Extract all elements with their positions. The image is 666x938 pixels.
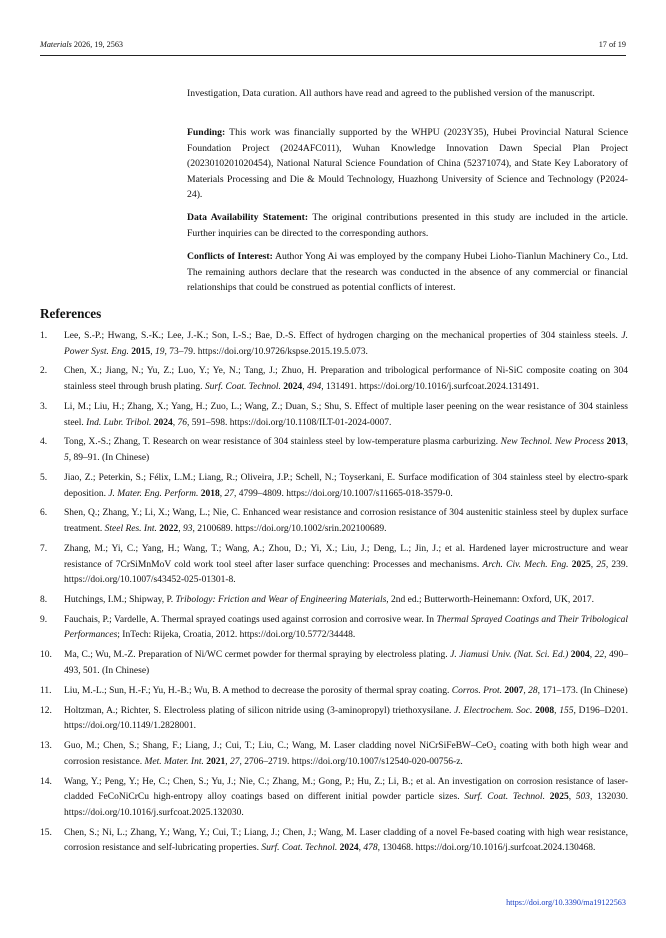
reference-text-after-journal: , 2nd ed.; Butterworth-Heinemann: Oxford, UK, 2017. [386, 594, 594, 605]
reference-text: Chen, S.; Ni, L.; Zhang, Y.; Wang, Y.; Cui, T.; Liang, J.; Chen, J.; Wang, M. Laser cladding of a novel Fe-based coating with high wear resistance, corrosion resistance and self-lubricating properties. [64, 827, 628, 854]
reference-item [40, 435, 628, 466]
reference-number: 2. [40, 366, 48, 377]
reference-text: Tong, X.-S.; Zhang, T. Research on wear resistance of 304 stainless steel by low-temperature plasma carburizing. [64, 437, 501, 448]
reference-volume: 155 [559, 705, 574, 716]
reference-number: 7. [40, 543, 48, 554]
reference-text: Holtzman, A.; Richter, S. Electroless plating of silicon nitride using (3-aminopropyl) triethoxysilane. [64, 705, 455, 716]
reference-year: 2024 [153, 417, 173, 428]
reference-number: 10. [40, 650, 52, 661]
author-contributions-tail: Investigation, Data curation. All authors have read and agreed to the published version of the manuscript. [187, 88, 595, 99]
reference-year: 2015 [131, 346, 151, 357]
reference-item [40, 506, 628, 537]
reference-item [40, 329, 628, 360]
reference-text: Zhang, M.; Yi, C.; Yang, H.; Wang, T.; Wang, A.; Zhou, D.; Yi, X.; Liu, J.; Deng, L.; Jin, J.; et al. Hardened layer microstructure and wear resistance of 7CrSiMnMoV cold work tool steel after laser surface quenching: Processes and mechanisms. [64, 543, 628, 570]
conflicts-of-interest-statement [187, 249, 628, 296]
reference-tail: , 490–493, 501. (In Chinese) [64, 650, 629, 676]
reference-number: 1. [40, 331, 48, 341]
reference-journal: Ind. Lubr. Tribol. [86, 417, 152, 428]
reference-year: 2024 [283, 382, 303, 393]
reference-volume: 19 [155, 346, 165, 357]
reference-item [40, 684, 628, 700]
reference-text: Shen, Q.; Zhang, Y.; Li, X.; Wang, L.; Nie, C. Enhanced wear resistance and corrosion resistance of 304 austenitic stainless steel by duplex surface treatment. [64, 508, 628, 535]
page-number: 17 of 19 [598, 40, 626, 49]
reference-volume: 28 [528, 685, 538, 696]
reference-number: 5. [40, 472, 48, 483]
reference-item [40, 704, 628, 735]
reference-volume: 494 [306, 382, 322, 393]
reference-volume: 93 [182, 524, 193, 535]
reference-separator: , [225, 756, 230, 767]
reference-volume: 503 [575, 792, 591, 803]
reference-journal: Surf. Coat. Technol. [464, 792, 545, 803]
reference-text: Chen, X.; Jiang, N.; Yu, Z.; Luo, Y.; Ye, N.; Tang, J.; Zhuo, H. Preparation and tribological performance of Ni-SiC composite coating on 304 stainless steel through brush plating. [64, 366, 628, 393]
reference-tail: , 2100689. https://doi.org/10.1002/srin.202100689. [192, 524, 387, 535]
reference-number: 3. [40, 401, 48, 412]
reference-text: Guo, M.; Chen, S.; Shang, F.; Liang, J.; Cui, T.; Liu, C.; Wang, M. Laser cladding novel NiCrSiFeBW–CeO₂ coating with both high wear and corrosion resistance. [64, 741, 628, 767]
reference-text: Wang, Y.; Peng, Y.; He, C.; Chen, S.; Yu, J.; Nie, C.; Zhang, M.; Gong, P.; Hu, Z.; Li, B.; et al. An investigation on corrosion resistance of laser-cladded FeCoNiCrCu high-entropy alloy coatings based on different initial powder particle sizes. [64, 776, 628, 803]
reference-separator: , [358, 843, 364, 854]
reference-volume: 27 [229, 756, 240, 767]
funding-label: Funding: [187, 127, 226, 138]
reference-tail: , 132030. https://doi.org/10.1016/j.surfcoat.2025.132030. [64, 792, 629, 818]
reference-text: Jiao, Z.; Peterkin, S.; Félix, L.M.; Liang, R.; Oliveira, J.P.; Schell, N.; Toyserkani, E. Surface modification of 304 stainless steel by electro-spark deposition. [64, 472, 628, 499]
reference-journal: Surf. Coat. Technol. [261, 843, 338, 854]
data-availability-statement [187, 210, 628, 241]
reference-journal: J. Power Syst. Eng. [64, 331, 628, 357]
funding-text: This work was financially supported by the WHPU (2023Y35), Hubei Provincial Natural Science Foundation Project (2024AFC011), Wuhan Knowledge Innovation Dawn Special Plan Project (2023010201020454), National Natural Science Foundation of China (52371074), and State Key Laboratory of Materials Processing and Die & Mould Technology, Huazhong University of Science and Technology (P2024-24). [187, 127, 628, 201]
running-header [40, 40, 626, 52]
reference-text: Fauchais, P.; Vardelle, A. Thermal sprayed coatings used against corrosion and corrosive wear. In [64, 614, 437, 625]
reference-separator: , [554, 705, 560, 716]
data-availability-text: The original contributions presented in this study are included in the article. Further inquiries can be directed to the corresponding authors. [187, 212, 628, 239]
reference-year: 2018 [200, 488, 220, 499]
references-heading: References [40, 306, 102, 321]
data-availability-label: Data Availability Statement: [187, 212, 309, 223]
reference-year: 2013 [606, 437, 626, 448]
reference-text: Lee, S.-P.; Hwang, S.-K.; Lee, J.-K.; Son, I.-S.; Bae, D.-S. Effect of hydrogen charging on the mechanical properties of 304 stainless steels. [64, 331, 622, 341]
reference-journal: J. Mater. Eng. Perform. [108, 488, 199, 499]
reference-volume: 478 [363, 843, 378, 854]
reference-item [40, 775, 628, 822]
reference-journal: J. Electrochem. Soc. [454, 705, 533, 716]
reference-item [40, 400, 628, 431]
reference-volume: 27 [224, 488, 234, 499]
reference-separator: , [568, 792, 576, 803]
reference-tail: , 591–598. https://doi.org/10.1108/ILT-01-2024-0007. [187, 417, 392, 428]
journal-name: Materials [40, 40, 72, 49]
reference-separator: , [219, 488, 225, 499]
reference-separator: , [589, 650, 595, 661]
reference-journal: Arch. Civ. Mech. Eng. [482, 559, 569, 570]
reference-item [40, 613, 628, 644]
conflicts-label: Conflicts of Interest: [187, 251, 273, 262]
reference-separator: , [178, 524, 183, 535]
reference-separator: , [523, 685, 529, 696]
reference-journal: Thermal Sprayed Coatings and Their Tribological Performances [64, 614, 628, 641]
reference-list [40, 329, 628, 861]
reference-tail: , 4799–4809. https://doi.org/10.1007/s11665-018-3579-0. [233, 488, 453, 499]
reference-text: Liu, M.-L.; Sun, H.-F.; Yu, H.-B.; Wu, B. A method to decrease the porosity of thermal spray coating. [64, 685, 452, 696]
reference-number: 15. [40, 827, 52, 838]
reference-volume: 5 [64, 453, 69, 464]
journal-volume: 2026, 19, 2563 [71, 40, 124, 49]
reference-tail: , 130468. https://doi.org/10.1016/j.surfcoat.2024.130468. [377, 843, 596, 854]
reference-separator: , [625, 437, 628, 448]
reference-year: 2025 [549, 792, 569, 803]
reference-text: Ma, C.; Wu, M.-Z. Preparation of Ni/WC cermet powder for thermal spraying by electroless plating. [64, 650, 451, 661]
reference-number: 6. [40, 508, 48, 519]
journal-citation [40, 40, 123, 49]
reference-tail: , 2706–2719. https://doi.org/10.1007/s12540-020-00756-z. [239, 756, 463, 767]
conflicts-text: Author Yong Ai was employed by the company Hubei Lioho-Tianlun Machinery Co., Ltd. The remaining authors declare that the research was conducted in the absence of any commercial or financial relationships that could be construed as potential conflicts of interest. [187, 251, 628, 294]
reference-item [40, 648, 628, 679]
reference-journal: Met. Mater. Int. [144, 756, 204, 767]
reference-tail: , D196–D201. https://doi.org/10.1149/1.2828001. [64, 705, 629, 732]
reference-tail: , 73–79. https://doi.org/10.9726/kspse.2015.19.5.073. [164, 346, 368, 357]
reference-journal: J. Jiamusi Univ. (Nat. Sci. Ed.) [450, 650, 569, 661]
reference-item [40, 593, 628, 609]
reference-tail: , 239. https://doi.org/10.1007/s43452-025-01301-8. [64, 559, 629, 586]
reference-year: 2021 [206, 756, 226, 767]
reference-tail: , 89–91. (In Chinese) [68, 453, 150, 464]
reference-text: Li, M.; Liu, H.; Zhang, X.; Yang, H.; Zuo, L.; Wang, Z.; Duan, S.; Shu, S. Effect of multiple laser peening on the wear resistance of 304 stainless steel. [64, 401, 628, 428]
reference-volume: 76 [177, 417, 187, 428]
footer-doi-link[interactable]: https://doi.org/10.3390/ma19122563 [506, 898, 626, 907]
reference-year: 2007 [504, 685, 524, 696]
reference-item [40, 739, 628, 770]
reference-number: 4. [40, 437, 48, 448]
reference-tail: , 171–173. (In Chinese) [537, 685, 628, 696]
reference-number: 8. [40, 594, 48, 605]
reference-number: 11. [40, 685, 52, 696]
reference-separator: , [172, 417, 178, 428]
reference-separator: , [590, 559, 597, 570]
reference-year: 2024 [339, 843, 359, 854]
reference-item [40, 826, 628, 857]
reference-number: 12. [40, 705, 52, 716]
reference-journal: New Technol. New Process [500, 437, 605, 448]
reference-year: 2008 [535, 705, 555, 716]
reference-text-after-journal: ; InTech: Rijeka, Croatia, 2012. https://doi.org/10.5772/34448. [117, 630, 356, 641]
reference-separator: , [150, 346, 156, 357]
reference-item [40, 471, 628, 502]
header-divider [40, 55, 626, 56]
reference-volume: 25 [596, 559, 606, 570]
funding-statement [187, 125, 628, 203]
reference-number: 13. [40, 741, 52, 752]
reference-item [40, 542, 628, 589]
reference-item [40, 364, 628, 395]
reference-tail: , 131491. https://doi.org/10.1016/j.surfcoat.2024.131491. [321, 382, 539, 393]
reference-journal: Corros. Prot. [451, 685, 503, 696]
reference-year: 2022 [159, 524, 179, 535]
reference-journal: Steel Res. Int. [104, 524, 157, 535]
reference-journal: Tribology: Friction and Wear of Engineering Materials [175, 594, 387, 605]
reference-journal: Surf. Coat. Technol. [204, 382, 281, 393]
reference-volume: 22 [594, 650, 605, 661]
reference-text: Hutchings, I.M.; Shipway, P. [64, 594, 176, 605]
reference-number: 9. [40, 614, 48, 625]
reference-separator: , [302, 382, 307, 393]
reference-year: 2004 [570, 650, 590, 661]
reference-year: 2025 [571, 559, 591, 570]
reference-number: 14. [40, 776, 52, 787]
